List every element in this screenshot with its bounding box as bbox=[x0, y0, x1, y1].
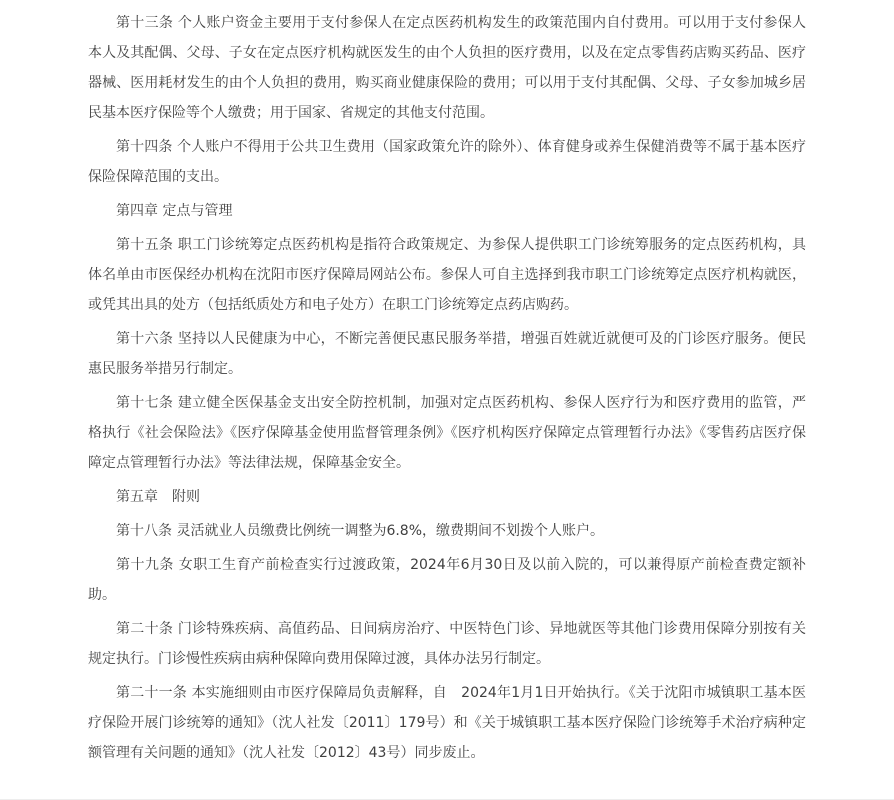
chapter-heading-5: 第五章 附则 bbox=[116, 489, 200, 505]
article-paragraph-19: 第十九条 女职工生育产前检查实行过渡政策，2024年6月30日及以前入院的，可以兼得原产前检查费定额补助。 bbox=[88, 557, 806, 603]
article-paragraph-20: 第二十条 门诊特殊疾病、高值药品、日间病房治疗、中医特色门诊、异地就医等其他门诊费用保障分别按有关规定执行。门诊慢性疾病由病种保障向费用保障过渡，具体办法另行制定。 bbox=[88, 621, 806, 667]
article-paragraph-18: 第十八条 灵活就业人员缴费比例统一调整为6.8%，缴费期间不划拨个人账户。 bbox=[116, 523, 605, 539]
chapter-heading-4: 第四章 定点与管理 bbox=[116, 203, 233, 219]
article-paragraph-13: 第十三条 个人账户资金主要用于支付参保人在定点医药机构发生的政策范围内自付费用。可以用于支付参保人本人及其配偶、父母、子女在定点医疗机构就医发生的由个人负担的医疗费用，以及在定点零售药店购买药品、医疗器械、医用耗材发生的由个人负担的费用，购买商业健康保险的费用；可以用于支付其配偶、父母、子女参加城乡居民基本医疗保险等个人缴费；用于国家、省规定的其他支付范围。 bbox=[88, 15, 806, 121]
article-paragraph-14: 第十四条 个人账户不得用于公共卫生费用（国家政策允许的除外）、体育健身或养生保健消费等不属于基本医疗保险保障范围的支出。 bbox=[88, 139, 806, 185]
document-body bbox=[88, 0, 806, 768]
article-paragraph-17: 第十七条 建立健全医保基金支出安全防控机制，加强对定点医药机构、参保人医疗行为和医疗费用的监管，严格执行《社会保险法》《医疗保障基金使用监督管理条例》《医疗机构医疗保障定点管理暂行办法》《零售药店医疗保障定点管理暂行办法》等法律法规，保障基金安全。 bbox=[88, 395, 806, 471]
article-paragraph-15: 第十五条 职工门诊统筹定点医药机构是指符合政策规定、为参保人提供职工门诊统筹服务的定点医药机构，具体名单由市医保经办机构在沈阳市医疗保障局网站公布。参保人可自主选择到我市职工门诊统筹定点医疗机构就医，或凭其出具的处方（包括纸质处方和电子处方）在职工门诊统筹定点药店购药。 bbox=[88, 237, 806, 313]
article-paragraph-16: 第十六条 坚持以人民健康为中心，不断完善便民惠民服务举措，增强百姓就近就便可及的门诊医疗服务。便民惠民服务举措另行制定。 bbox=[88, 331, 806, 377]
article-paragraph-21: 第二十一条 本实施细则由市医疗保障局负责解释，自 2024年1月1日开始执行。《关于沈阳市城镇职工基本医疗保险开展门诊统筹的通知》（沈人社发〔2011〕179号）和《关于城镇职工基本医疗保险门诊统筹手术治疗病种定额管理有关问题的通知》（沈人社发〔2012〕43号）同步废止。 bbox=[88, 685, 806, 761]
